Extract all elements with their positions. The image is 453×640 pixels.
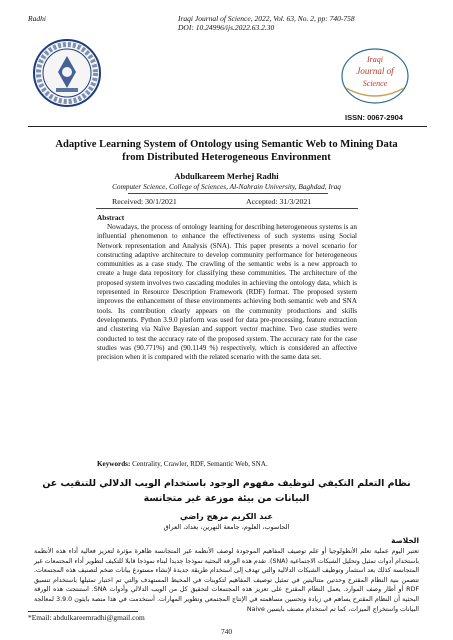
keywords-line [97,460,357,468]
footnote-divider [28,611,138,612]
affiliation-divider [128,193,328,194]
logo-line-1: Iraqi [367,55,383,64]
arabic-title: نظام التعلم التكيفي لتوظيف مفهوم الوجود باستخدام الويب الدلالي للتنقيب عن البيانات من بيئة موزعة غير متجانسة [42,478,411,504]
doi: DOI: 10.24996/ijs.2022.63.2.30 [178,23,275,32]
author-email[interactable]: *Email: abdulkareemradhi@gmail.com [28,613,145,622]
arabic-abstract-heading: الخلاصة [391,536,419,545]
paper-title [40,138,413,164]
keywords-label: Keywords: [97,460,131,468]
university-seal-logo [32,38,102,108]
header-divider [28,126,427,127]
accepted-date: Accepted: 31/3/2021 [246,197,312,206]
received-date: Received: 30/1/2021 [112,197,177,206]
arabic-abstract-body: تعتبر اليوم عملية تعلم الأنطولوجيا أو علم توصيف المفاهيم الموجودة لوصف الأنظمة غير المتجانسة ظاهرة مؤثرة لتعزيز فعالية أداء هذه الأنظمة باستخدام أدوات تمثيل وتحليل الشبكات الاجتماعية (SNA). تقدم هذه الورقة البحثية نموذجا جديدا لبناء نموذجا قابلا للتكيف لتطوير أداء المجتمعات غير المتجانسة كذلك بعد استثمار وتوظيف الشبكات الدلالية والتي تهدف إلى استخدام طريقة جديدة لإنشاء مستودع بيانات ضخم لتصنيف هذه المجتمعات. تتضمن بنية النظام المقترح وحدتين متتاليتين في تمثيل توصيف المفاهيم لتكوينات في المحيط المستهدف والتي تم اختبار تمثيلها باستخدام تنسيق RDF أو أطار وصف الموارد. يعمل النظام المقترح على تعزيز هذه المجتمعات لتحقيق كل من الويب الدلالي وأدوات SNA. استنتجت هذه الورقة البحثية أن النظام المقترح يساهم في زيادة وتحسين مساهمته في الإنتاج المجتمعي وتطوير المهارات. أستخدمت في هذا منصة بايثون 3.9.0 لمعالجة البيانات واستخراج الميزات، كما تم استخدام مصنف بايسين Naive [34,548,419,613]
dates-divider [96,208,358,209]
arabic-author: عبد الكريم مرهج راضي [180,511,273,521]
paper-title-line-2: from Distributed Heterogeneous Environment [122,152,331,163]
journal-citation: Iraqi Journal of Science, 2022, Vol. 63, No. 2, pp: 740-758 [178,14,355,23]
abstract-body [97,223,357,362]
paper-title-line-1: Adaptive Learning System of Ontology using Semantic Web to Mining Data [55,139,398,150]
keywords-text: Centrality, Crawler, RDF, Semantic Web, SNA. [132,460,268,468]
iraqi-journal-of-science-logo [338,46,412,106]
arabic-affiliation: الحاسوب، العلوم، جامعة النهرين، بغداد، العراق [163,523,290,531]
issn-label: ISSN: 0067-2904 [345,113,403,122]
abstract-paragraph: Nowadays, the process of ontology learning for describing heterogeneous systems is an influential phenomenon to enhance the effectiveness of such systems using Social Network representation and Analysis (SNA). This paper presents a novel scenario for constructing adaptive architecture to develop community performance for heterogeneous communities as a case study. The crawling of the semantic webs is a new approach to create a huge data repository for classifying these communities. The architecture of the proposed system involves two cascading modules in achieving the ontology data, which is represented in Resource Description Framework (RDF) format. The proposed system improves the enhancement of these environments achieving both semantic web and SNA tools. Its contribution clearly appears on the community productions and skills developments. Python 3.9.0 platform was used for data pre-processing, feature extraction and clustering via Naïve Bayesian and support vector machine. Two case studies were conducted to test the accuracy rate of the proposed system. The accuracy rate for the case studies was (90.771%) and (90.1149 %) respectively, which is considered an affective precision when it is compared with the related scenario with the same data set. [97,223,357,362]
author-affiliation: Computer Science, College of Sciences, Al-Nahrain University, Baghdad, Iraq [112,182,341,191]
abstract-heading: Abstract [97,213,125,222]
author-name: Abdulkareem Merhej Radhi [174,171,279,181]
running-header-journal [178,14,355,32]
page-number: 740 [220,627,233,636]
running-header-author: Radhi [28,14,46,23]
logo-line-2: Journal of [356,66,394,76]
logo-line-3: Science [362,79,388,88]
